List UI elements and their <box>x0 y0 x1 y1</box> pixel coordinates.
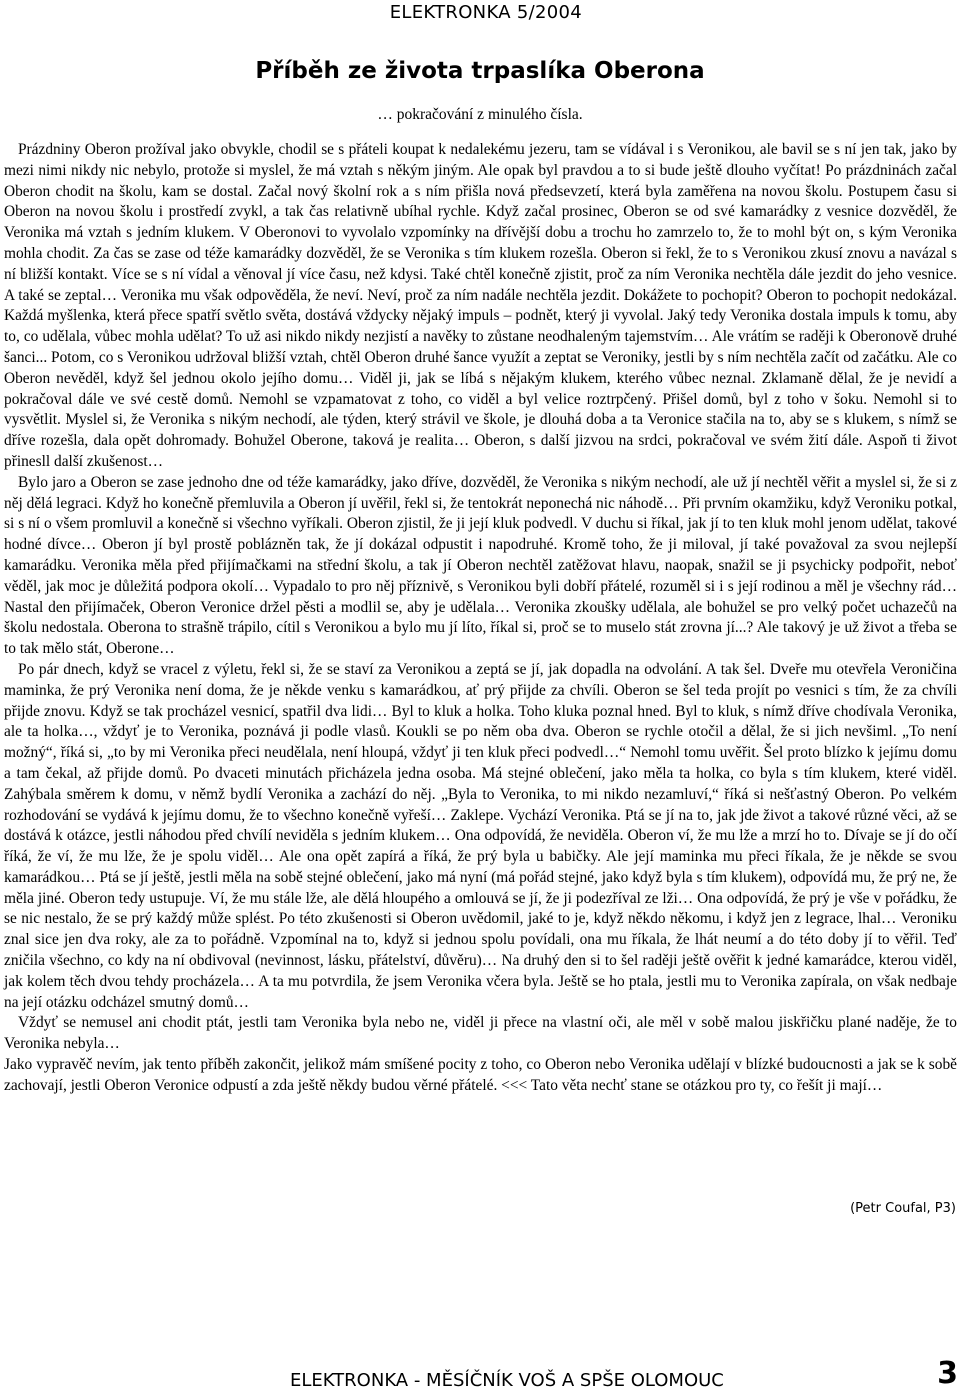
page-number: 3 <box>937 1356 958 1391</box>
paragraph-5: Jako vypravěč nevím, jak tento příběh zakončit, jelikož mám smíšené pocity z toho, co Oberon nebo Veronika udělají v blízké budoucnosti a jak se k sobě zachovají, jestli Oberon Veronice odpustí a zda ještě někdy budou věrné přátelé. <<< Tato věta nechť stane se otázkou pro ty, co řešít ji mají… <box>4 1056 957 1094</box>
author-signature: (Petr Coufal, P3) <box>850 1201 956 1216</box>
footer-title: ELEKTRONKA - MĚSÍČNÍK VOŠ A SPŠE OLOMOUC <box>290 1370 724 1391</box>
paragraph-4: Vždyť se nemusel ani chodit ptát, jestli tam Veronika byla nebo ne, viděl ji přece na vlastní oči, ale měl v sobě malou jiskřičku plané naděje, že to Veronika nebyla… <box>4 1014 957 1053</box>
paragraph-3: Po pár dnech, když se vracel z výletu, řekl si, že se staví za Veronikou a zeptá se jí, jak dopadla na odvolání. A tak šel. Dveře mu otevřela Veroničina maminka, že prý Veronika není doma, že je někde venku s kamarádkou, ať prý přijde za chvíli. Oberon se šel teda projít po vesnici s tím, že za chvíli přijde znovu. Když se tak procházel vesnicí, spatřil dva lidi… Byl to kluk a holka. Toho kluka poznal hned. Byl to kluk, s nímž dříve chodívala Veronika, ale ta holka…, vždyť je to Veronika, poznává ji podle vlasů. Koukli se po něm oba dva. Oberon se rychle otočil a dělal, že si jich nevšiml. „To není možný“, říká si, „to by mi Veronika přeci neudělala, není hloupá, vždyť ji ten kluk přeci podvedl…“ Nemohl tomu uvěřit. Šel proto blízko k jejímu domu a tam čekal, až přijde domů. Po dvaceti minutách přicházela jedna osoba. Má stejné oblečení, jako měla ta holka, co byla s tím klukem, které viděl. Zahýbala směrem k domu, v němž bydlí Veronika a zachází do něj. „Byla to Veronika, to mi nikdo nezamluví,“ říká si nešťastný Oberon. Po velkém rozhodování se vydává k jejímu domu, že to všechno konečně vyřeší… Zaklepe. Vychází Veronika. Ptá se jí na to, jak jde život a takové různé věci, až se dostává k otázce, jestli náhodou před chvílí neviděla s jedním klukem… Ona odpovídá, že neviděla. Oberon ví, že mu lže a mrzí ho to. Dívaje se jí do očí říká, že ví, že mu lže, že je spolu viděl… Ale ona opět zapírá a říká, že prý byla u babičky. Ale její maminka mu přeci říkala, že je někde se svou kamarádkou… Ptá se jí ještě, jestli měla na sobě stejné oblečení, jako má nyní (má pořád stejné, jako když byla s tím klukem), odpovídá mu, že prý ne, že měla jiné. Oberon tedy ustupuje. Ví, že mu stále lže, ale dělá hloupého a omlouvá se jí, že ji podezříval ze lži… Ona odpovídá, že prý je vše v pořádku, že se nic nestalo, že se prý každý může splést. Po této zkušenosti si Oberon uvědomil, jaké to je, když někdo někomu, i když jen z legrace, lhal… Veroniku znal sice jen dva roky, ale za to pořádně. Vzpomínal na to, když si jednou spolu povídali, ona mu říkala, že lhát neumí a do této doby jí to věřil. Teď zničila všechno, co kdy na ní obdivoval (nevinnost, lásku, přátelství, důvěru)… Na druhý den si to šel raději ještě ověřit k jedné kamarádce, kterou viděl, jak kolem těch dvou tehdy procházela… A ta mu potvrdila, že jsem Veronika včera byla. Ještě se ho ptala, jestli mu to Veronika zapírala, on však nedbaje na její otázku odcházel smutný domů… <box>4 660 957 1011</box>
paragraph-2: Bylo jaro a Oberon se zase jednoho dne od téže kamarádky, jako dříve, dozvěděl, že Veronika s nikým nechodí, ale už jí nechtěl věřit a myslel si, že si z něj dělá legraci. Když ho konečně přemluvila a Oberon jí uvěřil, řekl si, že tentokrát neponechá nic náhodě… Při prvním okamžiku, když Veroniku potkal, si s ní o všem promluvil a konečně si všechno vyříkali. Oberon zjistil, že ji její kluk podvedl. V duchu si říkal, jak jí to ten kluk mohl jenom udělat, takové hodné dívce… Oberon jí byl prostě poblázněn tak, že jí dokázal odpustit i napodruhé. Kromě toho, že ji miloval, jí také považoval za svou nejlepší kamarádku. Veronika měla před přijímačkami na střední školu, a tak jí Oberon nechtěl zatěžovat hlavu, naopak, snažil se ji psychicky podpořit, neboť věděl, jak moc je důležitá podpora okolí… Vypadalo to pro něj příznivě, s Veronikou byli dobří přátelé, rozuměl si i s její rodinou a měl je všechny rád… Nastal den přijímaček, Oberon Veronice držel pěsti a modlil se, aby je udělala… Veronika zkoušky udělala, ale bohužel se pro velký počet uchazečů na školu nedostala. Oberona to strašně trápilo, cítil s Veronikou a bylo mu jí líto, říkal si, proč se to muselo stát zrovna jí...? Ale takový je už život a třeba se to tak mělo stát, Oberone… <box>4 473 957 658</box>
issue-header: ELEKTRONKA 5/2004 <box>389 2 582 23</box>
article-title: Příběh ze života trpaslíka Oberona <box>255 58 705 84</box>
article-body <box>4 140 957 1097</box>
paragraph-1: Prázdniny Oberon prožíval jako obvykle, chodil se s přáteli koupat k nedalekému jezeru, tam se vídával i s Veronikou, ale bavil se s ní jen tak, jako by mezi nimi nikdy nic nebylo, protože si myslel, že má vztah s někým jiným. Ale opak byl pravdou a to si bude ještě dlouho vyčítat! Po prázdninách začal Oberon chodit na školu, kam se dostal. Začal nový školní rok a s ním přišla nová předsevzetí, která byla zaměřena na novou školu. Postupem času si Oberon na novou školu i prostředí zvykl, a tak čas relativně ubíhal rychle. Když začal prosinec, Oberon se od své kamarádky z vesnice dozvěděl, že Veronika má vztah s jedním klukem. V Oberonovi to vyvolalo vzpomínky na dřívější dobu a trochu ho zamrzelo to, že to mohl být on, s kým Veronika mohla chodit. Za čas se zase od téže kamarádky dozvěděl, že se Veronika s tím klukem rozešla. Oberon si řekl, že to s Veronikou zkusí znovu a navázal s ní bližší kontakt. Více se s ní vídal a věnoval jí více času, než kdysi. Také chtěl konečně zjistit, proč za ním Veronika nechtěla dále jezdit do jeho vesnice. A také se zeptal… Veronika mu však odpověděla, že neví. Neví, proč za ním nadále nechtěla jezdit. Dokážete to pochopit? Oberon to pochopit nedokázal. Každá myšlenka, která přece spatří světlo světa, dostává vždycky nějaký impuls – podnět, který ji vyvolal. Jaký tedy Veronika dostala impuls k tomu, aby to, co udělala, vůbec mohla udělat? To už asi nikdo nikdy nezjistí a navěky to zůstane neodhaleným tajemstvím… Ale vrátím se raději k Oberonově druhé šanci... Potom, co s Veronikou udržoval bližší vztah, chtěl Oberon druhé šance využít a zeptat se Veroniky, jestli by s ním nechtěla začít od začátku. Ale co Oberon nevěděl, když šel jednou okolo jejího domu… Viděl ji, jak se líbá s nějakým klukem, kterého vůbec neznal. Zklamaně dělal, že je nevidí a pokračoval dále ve své cestě domů. Nemohl se vzpamatovat z toho, co viděl a byl velice roztrpčený. Přišel domů, byl z toho v šoku. Nemohl si to vysvětlit. Myslel si, že Veronika s nikým nechodí, ale týden, který strávil ve škole, je dlouhá doba a ta Veronice stačila na to, aby se s klukem, s nímž se dříve rozešla, dala opět dohromady. Bohužel Oberone, taková je realita… Oberon, s další jizvou na srdci, pokračoval ve svém žití dále. Aspoň ti život přinesll další zkušenost… <box>4 141 957 470</box>
article-subtitle: … pokračování z minulého čísla. <box>377 106 583 123</box>
